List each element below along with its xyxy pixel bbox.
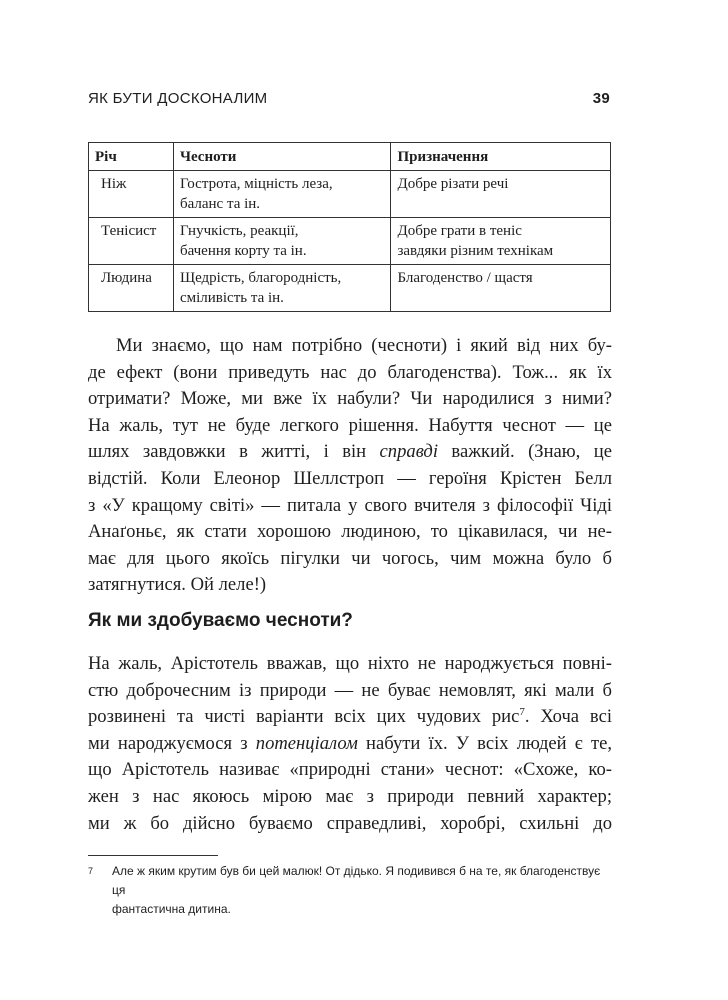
text-line: На жаль, тут не буде легкого рішення. Набуття чеснот — це [88,414,612,436]
body-paragraph-1 [88,333,612,599]
footnote-line: фантастична дитина. [112,902,231,916]
text-run: . Хоча всі [524,706,612,728]
text-run: набути їх. У всіх людей є те, [357,732,612,754]
body-paragraph-2 [88,651,612,837]
footnote-mark: 7 [88,866,94,876]
table-header-thing: Річ [89,143,174,171]
table-header-purpose: Призначення [391,143,611,171]
text-line [88,704,612,731]
table-cell-purpose [391,171,611,218]
table-cell-virtues [173,265,391,312]
page-number: 39 [592,90,610,107]
text-line: що Арістотель називає «природні стани» чеснот: «Схоже, ко- [88,759,612,781]
footnote-text [112,862,613,919]
table-header-virtues: Чесноти [173,143,391,171]
text-line: ми ж бо дійсно буваємо справедливі, хоробрі, схильні до [88,812,612,834]
cell-line: Гострота, міцність леза, [179,176,333,192]
text-line: відстій. Коли Елеонор Шеллстроп — героїня Крістен Белл [88,467,612,489]
text-line: Анаґоньє, як стати хорошою людиною, то цікавилася, чи не- [88,521,612,543]
emphasis-text: справді [379,441,438,463]
cell-line: Гнучкість, реакції, [179,223,299,239]
text-line: отримати? Може, ми вже їх набули? Чи народилися з ними? [88,388,612,410]
text-run: важкий. (Знаю, це [437,441,612,463]
text-line: На жаль, Арістотель вважав, що ніхто не народжується повні- [88,653,612,674]
cell-line: завдяки різним технікам [397,243,554,259]
table-cell-virtues [173,218,391,265]
footnote-divider [88,855,218,856]
text-run: ми народжуємося з [88,732,256,754]
cell-line: бачення корту та ін. [179,243,307,259]
virtues-table [88,142,611,312]
table-row [89,171,611,218]
text-line [88,731,612,758]
text-line: жен з нас якоюсь мірою має з природи певний характер; [88,785,612,807]
text-line: стю доброчесним із природи — не буває немовлят, які мали б [88,679,612,701]
text-line: де ефект (вони приведуть нас до благоденства). Тож... як їх [88,361,612,383]
text-run: розвинені та чисті варіанти всіх цих чудових рис [88,706,520,728]
running-head-title: ЯК БУТИ ДОСКОНАЛИМ [88,90,268,107]
cell-line: Добре різати речі [397,176,509,192]
footnote-line: Але ж яким крутим був би цей малюк! От дідько. Я подивився б на те, як благоденствує ця [112,864,601,897]
table-cell-virtues [173,171,391,218]
text-line: Ми знаємо, що нам потрібно (чесноти) і який від них бу- [116,335,612,356]
cell-line: баланс та ін. [179,196,261,212]
table-cell-thing: Ніж [89,171,174,218]
table-cell-purpose [391,265,611,312]
footnote [88,862,613,919]
text-line: має для цього якоїсь пігулки чи чогось, чим можна було б [88,547,612,569]
text-line [88,439,612,466]
text-line: з «У кращому світі» — питала у свого вчителя з філософії Чіді [88,494,612,516]
table-cell-purpose [391,218,611,265]
table-cell-thing: Людина [89,265,174,312]
section-heading: Як ми здобуваємо чесноти? [88,610,353,631]
emphasis-text: потенціалом [255,732,358,754]
table-header-row [89,143,611,171]
cell-line: сміливість та ін. [179,290,284,306]
cell-line: Щедрість, благородність, [179,270,342,286]
table-row [89,218,611,265]
table-row [89,265,611,312]
running-head [88,90,610,110]
cell-line: Добре грати в теніс [397,223,522,239]
text-line: затягнутися. Ой леле!) [88,574,267,596]
text-run: шлях завдовжки в житті, і він [88,441,380,463]
table-cell-thing: Тенісист [89,218,174,265]
footnote-reference: 7 [519,706,525,718]
cell-line: Благоденство / щастя [397,270,533,286]
